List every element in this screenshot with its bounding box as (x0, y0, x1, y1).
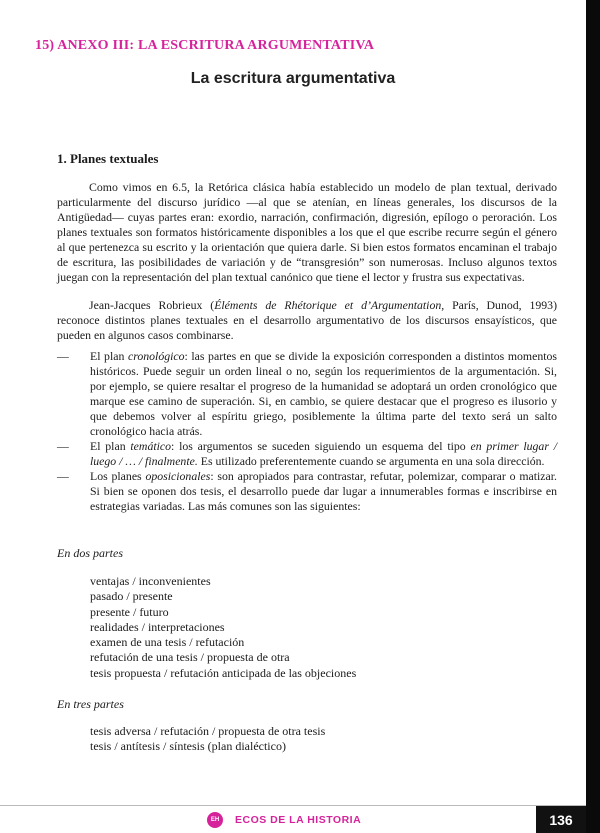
paragraph-2 (57, 298, 557, 343)
dash-bullet: — (57, 439, 69, 453)
list-item (57, 349, 557, 439)
list-item: examen de una tesis / refutación (90, 635, 245, 650)
list-item: pasado / presente (90, 589, 173, 604)
item-text: Los planes (90, 469, 146, 483)
list-item: ventajas / inconvenientes (90, 574, 211, 588)
page-edge-bar (586, 0, 600, 833)
item-text: Es utilizado preferentemente cuando se argumenta en una sola dirección. (197, 454, 545, 468)
list-item: tesis adversa / refutación / propuesta de otra tesis (90, 724, 326, 738)
list-item: tesis / antítesis / síntesis (plan dialéctico) (90, 739, 286, 754)
paragraph-2-text (57, 298, 557, 343)
logo-text: EH (210, 817, 220, 823)
list-item (57, 469, 557, 514)
dash-bullet: — (57, 349, 69, 363)
item-emphasis: cronológico (127, 349, 185, 363)
item-text: : son apropiados para contrastar, refutar, polemizar, comparar o matizar. Si bien se oponen dos tesis, el desarrollo puede dar lugar a innumerables formas e inscribirse en estrategias variadas. Las más comunes son las siguientes: (90, 469, 557, 513)
paragraph-2-rest: París, Dunod, 1993) reconoce distintos planes textuales en el desarrollo argumentativo de los discursos ensayísticos, que pueden en algunos casos combinarse. (57, 298, 558, 342)
paragraph-2-author: Jean-Jacques Robrieux ( (89, 298, 215, 312)
list-item: tesis propuesta / refutación anticipada de las objeciones (90, 665, 357, 680)
two-parts-list (90, 574, 356, 681)
page-title: La escritura argumentativa (190, 70, 396, 87)
three-parts-list (90, 724, 325, 755)
section-header: 15) ANEXO III: LA ESCRITURA ARGUMENTATIVA (35, 38, 375, 53)
item-text: El plan (90, 439, 131, 453)
page-number: 136 (549, 811, 573, 828)
group-label-three-parts: En tres partes (57, 697, 124, 711)
item-emphasis: en primer lugar / luego / … / finalmente. (90, 439, 557, 468)
subheading: 1. Planes textuales (57, 151, 159, 166)
list-item: realidades / interpretaciones (90, 619, 225, 634)
list-item (57, 439, 557, 469)
dash-bullet: — (57, 469, 69, 483)
list-item: refutación de una tesis / propuesta de otra (90, 650, 290, 665)
book-title: Éléments de Rhétorique et d’Argumentation, (214, 298, 445, 312)
item-emphasis: temático (130, 439, 172, 453)
group-label-two-parts: En dos partes (57, 546, 123, 560)
list-item: presente / futuro (90, 604, 169, 619)
brand-name: ECOS DE LA HISTORIA (235, 814, 362, 826)
item-text: El plan (90, 349, 128, 363)
paragraph-1-text: Como vimos en 6.5, la Retórica clásica había establecido un modelo de plan textual, derivado particularmente del discurso jurídico —al que se atenían, en líneas generales, los discursos de la Antigüedad— cuyas partes eran: exordio, narración, confirmación, digresión, epílogo o peroración. Los planes textuales son formatos históricamente disponibles a los que el que escribe recurre según el género al que pertenezca su escrito y la orientación que quiera darle. Si bien estos formatos encaminan el trabajo de escritura, las posibilidades de variación y de “transgresión” son numerosas. Incluso algunos textos juegan con la representación del plan textual canónico que tiene el lector y frustra sus expectativas. (57, 180, 557, 284)
item-text: : los argumentos se suceden siguiendo un esquema del tipo (171, 439, 471, 453)
item-text: : las partes en que se divide la exposición corresponden a distintos momentos históricos. Puede seguir un orden lineal o no, según los requerimientos de la argumentación. Si, por ejemplo, se quiere resaltar el progreso de la humanidad se adoptará un orden cronológico que marque ese camino de superación. Si, en cambio, se quiere destacar que el progreso es ilusorio y que debemos volver al espíritu griego, posiblemente la última parte del texto será un salto cronológico hacia atrás. (90, 349, 557, 438)
paragraph-1 (57, 180, 557, 285)
page-footer (0, 806, 586, 833)
plan-list (57, 349, 557, 514)
brand-logo-icon (207, 812, 223, 828)
item-emphasis: oposicionales (145, 469, 211, 483)
page-number-box (536, 806, 586, 833)
